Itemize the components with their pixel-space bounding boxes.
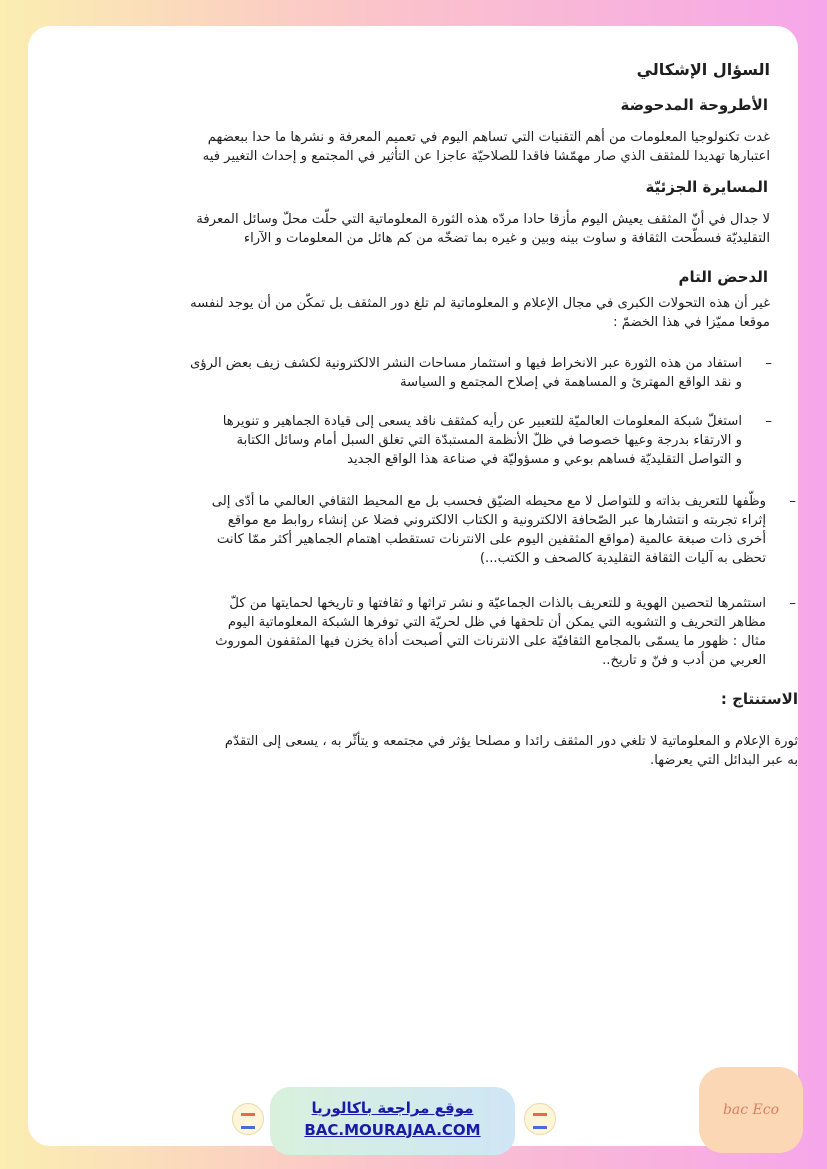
text-line: مثال : ظهور ما يسمّى بالمجامع الثقافيّة على الانترنات التي أصبحت أداة يخزن فيها المثقفون الموروث [215, 634, 766, 649]
text-line: وظّفها للتعريف بذاته و للتواصل لا مع محيطه الضيّق فحسب بل مع المحيط الثقافي العالمي ما أدّى إلى [211, 494, 766, 509]
text-line: ثورة الإعلام و المعلوماتية لا تلغي دور المثقف رائدا و مصلحا يؤثر في مجتمعه و يتأثّر به ، يسعى إلى التقدّم [224, 734, 798, 749]
text-line: مظاهر التحريف و التشويه التي يمكن أن تلحقها في ظل لحريّة التي توفرها الشبكة المعلوماتية اليوم [227, 615, 766, 630]
conclusion-heading: الاستنتاج : [720, 690, 798, 708]
text-line: غير أن هذه التحولات الكبرى في مجال الإعلام و المعلوماتية لم تلغ دور المثقف بل تمكّن من أن يوجد لنفسه [190, 296, 770, 311]
text-line: به عبر البدائل التي يعرضها. [650, 753, 798, 768]
section-heading: الأطروحة المدحوضة [620, 96, 768, 114]
text-line: العربي من أدب و فنّ و تاريخ.. [602, 653, 766, 668]
text-line: تحظى به آليات الثقافة التقليدية كالصحف و الكتب...) [479, 551, 766, 566]
section-heading: الدحض التام [678, 268, 768, 286]
list-item [28, 594, 794, 670]
text-line: التقليديّة فسطّحت الثقافة و ساوت بينه وبين و غيره بما تضخّه من كم هائل من المعلومات و الآراء [243, 231, 770, 246]
text-line: غدت تكنولوجيا المعلومات من أهم التقنيات التي تساهم اليوم في تعميم المعرفة و نشرها ما حدا ببعضهم [207, 130, 770, 145]
scanned-document [28, 26, 798, 1146]
site-logo-icon [232, 1103, 264, 1135]
list-item [28, 412, 770, 469]
text-line: لا جدال في أنّ المثقف يعيش اليوم مأزقا حادا مردّه هذه الثورة المعلوماتية التي حلّت محلّ وسائل المعرفة [196, 212, 770, 227]
text-line: إثراء تجربته و انتشارها عبر الصّحافة الالكترونية و الكتاب الالكتروني فضلا عن إنشاء روابط مع مواقع [227, 513, 766, 528]
conclusion-paragraph [33, 732, 798, 770]
text-line: استغلّ شبكة المعلومات العالميّة للتعبير عن رأيه كمثقف ناقد يسعى إلى قيادة الجماهير و تنويرها [222, 414, 742, 429]
bullet-dash: – [789, 596, 796, 611]
text-line: موقعا مميّزا في هذا الخضمّ : [613, 315, 770, 330]
brand-text: bac Eco [722, 1102, 780, 1118]
site-url: BAC.MOURAJAA.COM [304, 1121, 481, 1139]
bullet-dash: – [765, 414, 772, 429]
site-name-arabic: موقع مراجعة باكالوريا [311, 1099, 474, 1117]
bullet-dash: – [765, 356, 772, 371]
site-logo-icon [524, 1103, 556, 1135]
text-line: استفاد من هذه الثورة عبر الانخراط فيها و استثمار مساحات النشر الالكترونية لكشف زيف بعض الرؤى [189, 356, 742, 371]
text-line: استثمرها لتحصين الهوية و للتعريف بالذات الجماعيّة و نشر تراثها و ثقافتها و تاريخها لحمايتها من كلّ [229, 596, 766, 611]
bullet-dash: – [789, 494, 796, 509]
text-line: و نقد الواقع المهترئ و المساهمة في إصلاح المجتمع و السياسة [399, 375, 742, 390]
section-heading: المسايرة الجزئيّة [645, 178, 768, 196]
document-page [28, 26, 798, 1146]
brand-badge [699, 1067, 803, 1153]
section-paragraph [50, 294, 770, 332]
text-line: و الارتقاء بدرجة وعيها خصوصا في ظلّ الأنظمة المستبدّة التي تغلق السبل أمام وسائل الكتابة [236, 433, 742, 448]
section-paragraph [50, 128, 770, 166]
text-line: أخرى ذات صبغة عالمية (مواقع المثقفين اليوم على الانترنات تستقطب اهتمام الجماهير أكثر ممّا كانت [216, 532, 766, 547]
list-item [28, 492, 794, 568]
document-title: السؤال الإشكالي [636, 60, 770, 79]
site-link[interactable] [270, 1087, 515, 1155]
section-paragraph [50, 210, 770, 248]
list-item [28, 354, 770, 392]
text-line: و التواصل التقليديّة فساهم بوعي و مسؤوليّة في صناعة هذا الواقع الجديد [347, 452, 742, 467]
text-line: اعتبارها تهديدا للمثقف الذي صار مهمّشا فاقدا للصلاحيّة عاجزا عن التأثير في المجتمع و إحداث التغيير فيه [202, 149, 770, 164]
